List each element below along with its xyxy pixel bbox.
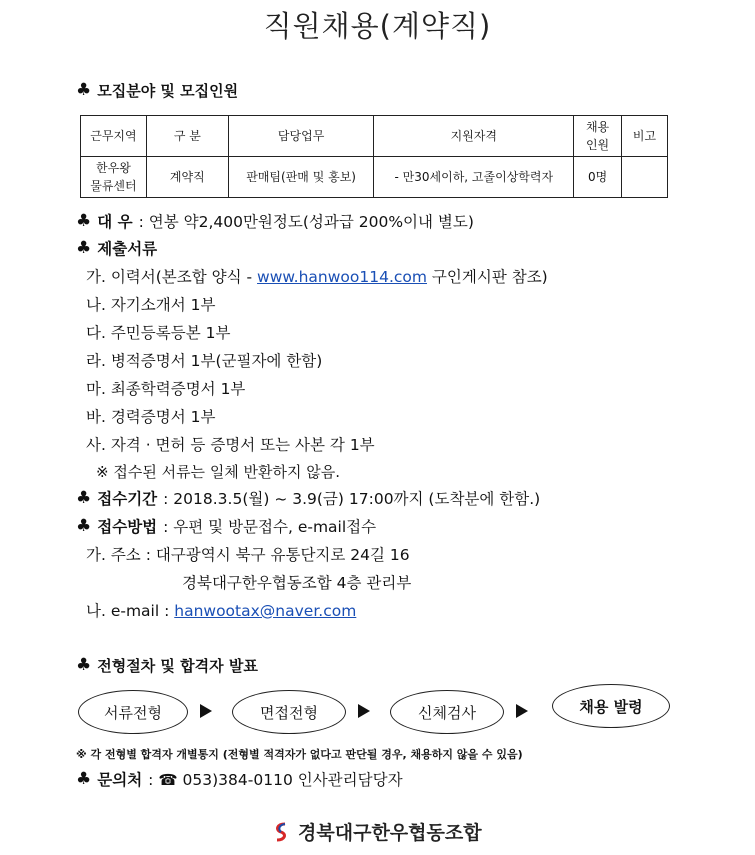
period-text: : 2018.3.5(월) ~ 3.9(금) 17:00까지 (도착분에 한함.) <box>163 490 541 508</box>
table-header-cell: 채용 인원 <box>574 116 622 157</box>
step-physical-exam: 신체검사 <box>390 690 504 734</box>
doc-item-resume <box>86 265 548 287</box>
address-line-2: 경북대구한우협동조합 4층 관리부 <box>182 574 412 592</box>
process-heading-label: 전형절차 및 합격자 발표 <box>97 657 258 675</box>
docs-note: ※ 접수된 서류는 일체 반환하지 않음. <box>96 463 341 481</box>
table-cell: 한우왕 물류센터 <box>81 157 147 198</box>
process-heading <box>76 655 258 676</box>
doc-item: 사. 자격 · 면허 등 증명서 또는 사본 각 1부 <box>86 436 375 454</box>
table-header-row <box>81 116 668 157</box>
table-header-cell: 근무지역 <box>81 116 147 157</box>
club-icon: ♣ <box>76 768 92 789</box>
email-prefix: 나. e-mail : <box>86 602 175 620</box>
address-line: 가. 주소 : 대구광역시 북구 유통단지로 24길 16 <box>86 546 410 564</box>
recruit-table <box>80 115 668 198</box>
footer-org-name: 경북대구한우협동조합 <box>298 822 482 844</box>
table-row <box>81 157 668 198</box>
notice: ※ 각 전형별 합격자 개별통지 (전형별 적격자가 없다고 판단될 경우, 채용하지 않을 수 있음) <box>76 748 523 761</box>
process-flow <box>76 690 676 738</box>
club-icon: ♣ <box>76 80 92 100</box>
club-icon: ♣ <box>76 210 92 231</box>
method-label: 접수방법 <box>97 518 158 536</box>
step-interview: 면접전형 <box>232 690 346 734</box>
club-icon: ♣ <box>76 515 92 536</box>
doc-item: 라. 병적증명서 1부(군필자에 한함) <box>86 352 323 370</box>
club-icon: ♣ <box>76 655 92 675</box>
contact-line <box>76 768 403 790</box>
pay-text: : 연봉 약2,400만원정도(성과급 200%이내 별도) <box>138 213 474 231</box>
hanwoo-link[interactable]: www.hanwoo114.com <box>257 268 427 286</box>
club-icon: ♣ <box>76 237 92 258</box>
coop-logo-icon <box>273 822 289 842</box>
club-icon: ♣ <box>76 487 92 508</box>
recruit-heading <box>76 80 238 101</box>
table-header-cell: 지원자격 <box>374 116 574 157</box>
pay-line <box>76 210 474 232</box>
doc-item-text: 가. 이력서(본조합 양식 - <box>86 268 258 286</box>
table-cell <box>622 157 668 198</box>
footer-org <box>0 818 755 845</box>
table-header-cell: 구 분 <box>146 116 228 157</box>
doc-item: 다. 주민등록등본 1부 <box>86 324 231 342</box>
period-line <box>76 487 540 509</box>
table-cell: - 만30세이하, 고졸이상학력자 <box>374 157 574 198</box>
table-header-cell: 비고 <box>622 116 668 157</box>
step-appointment: 채용 발령 <box>552 684 670 728</box>
arrow-right-icon <box>358 704 370 718</box>
doc-item-text: 구인게시판 참조) <box>427 268 548 286</box>
table-cell: 계약직 <box>146 157 228 198</box>
method-line <box>76 515 376 537</box>
contact-text: : ☎ 053)384-0110 인사관리담당자 <box>148 771 403 789</box>
method-text: : 우편 및 방문접수, e-mail접수 <box>163 518 377 536</box>
table-header-cell: 담당업무 <box>228 116 374 157</box>
docs-heading-label: 제출서류 <box>97 240 158 258</box>
email-line <box>86 599 356 621</box>
arrow-right-icon <box>200 704 212 718</box>
doc-item: 마. 최종학력증명서 1부 <box>86 380 246 398</box>
pay-label: 대 우 <box>97 213 133 231</box>
step-document-review: 서류전형 <box>78 690 188 734</box>
email-link[interactable]: hanwootax@naver.com <box>174 602 357 620</box>
recruit-heading-label: 모집분야 및 모집인원 <box>97 82 239 100</box>
docs-heading <box>76 237 157 259</box>
arrow-right-icon <box>516 704 528 718</box>
doc-item: 바. 경력증명서 1부 <box>86 408 216 426</box>
table-cell: 0명 <box>574 157 622 198</box>
period-label: 접수기간 <box>97 490 158 508</box>
contact-label: 문의처 <box>97 771 143 789</box>
doc-item: 나. 자기소개서 1부 <box>86 296 216 314</box>
table-cell: 판매팀(판매 및 홍보) <box>228 157 374 198</box>
page-title: 직원채용(계약직) <box>263 9 492 43</box>
